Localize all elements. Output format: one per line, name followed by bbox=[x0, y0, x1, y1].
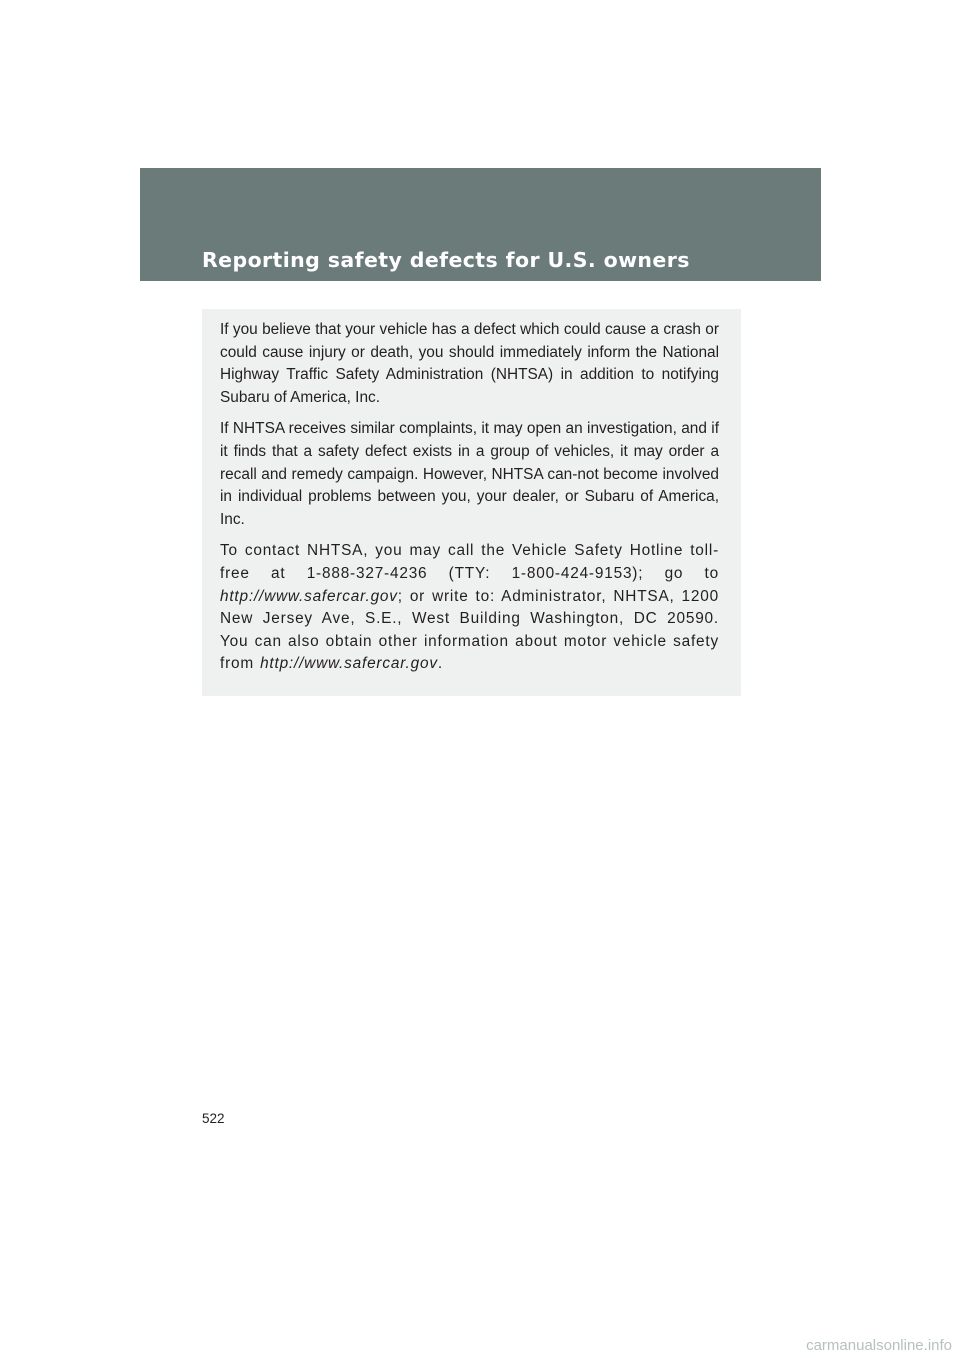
page-number: 522 bbox=[202, 1111, 225, 1126]
info-paragraph-3 bbox=[220, 540, 719, 676]
paragraph-3-text-part-1: To contact NHTSA, you may call the Vehicle Safety Hotline toll-free at 1-888-327-4236 (TTY: 1-800-424-9153); go to bbox=[220, 542, 719, 582]
safety-defects-info-box bbox=[202, 309, 741, 696]
watermark: carmanualsonline.info bbox=[806, 1337, 952, 1354]
paragraph-3-text-part-2: ; or write to: Administrator, NHTSA, 1200 New Jersey Ave, S.E., West Building Washington, DC 20590. You can also obtain other information about motor vehicle safety from bbox=[220, 587, 719, 673]
section-header-band bbox=[140, 168, 821, 281]
safercar-link-2[interactable]: http://www.safercar.gov bbox=[260, 655, 438, 673]
safercar-link-1[interactable]: http://www.safercar.gov bbox=[220, 587, 398, 605]
info-paragraph-1: If you believe that your vehicle has a defect which could cause a crash or could cause injury or death, you should immediately inform the National Highway Traffic Safety Administration (NHTSA) in addition to notifying Subaru of America, Inc. bbox=[220, 321, 719, 406]
section-title: Reporting safety defects for U.S. owners bbox=[202, 248, 690, 272]
info-paragraph-2: If NHTSA receives similar complaints, it may open an investigation, and if it finds that a safety defect exists in a group of vehicles, it may order a recall and remedy campaign. However, NHTSA can-not become involved in individual problems between you, your dealer, or Subaru of America, Inc. bbox=[220, 420, 719, 528]
paragraph-3-text-part-3: . bbox=[437, 655, 443, 673]
